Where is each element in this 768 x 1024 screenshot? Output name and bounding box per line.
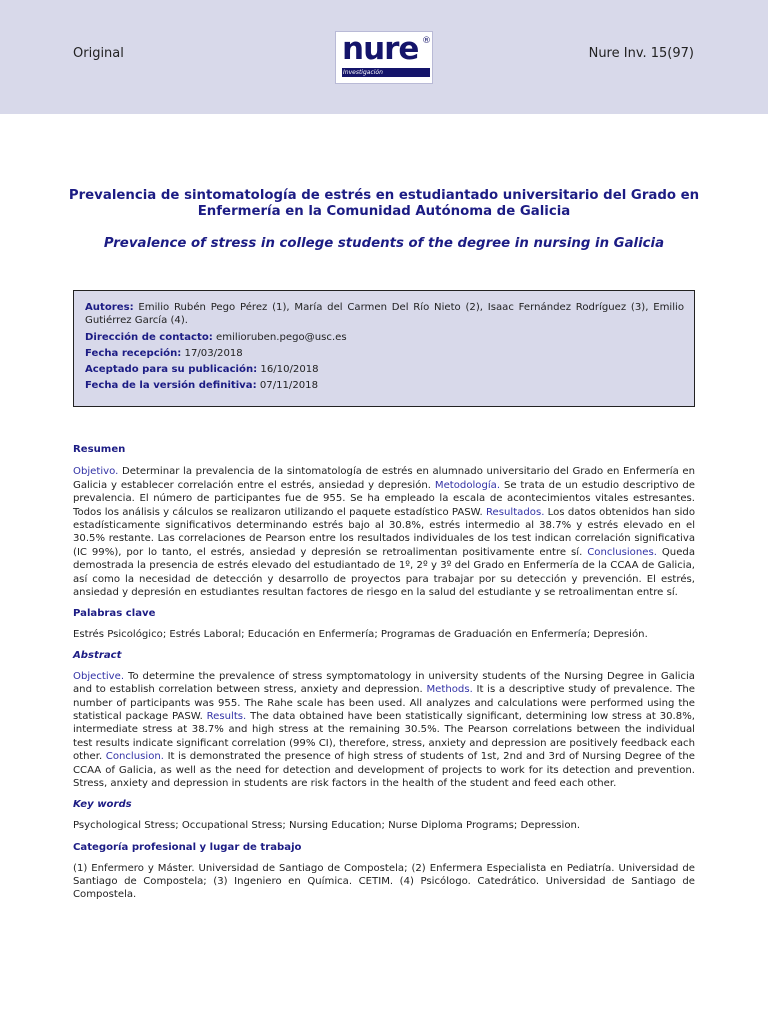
contact-email[interactable]: emilioruben.pego@usc.es	[216, 332, 347, 343]
nure-logo	[335, 31, 433, 84]
accepted-line	[85, 362, 684, 378]
palabras-clave-text: Estrés Psicológico; Estrés Laboral; Educación en Enfermería; Programas de Graduación en Enfermería; Depresión.	[73, 628, 648, 640]
abstract-results-text: The data obtained have been statistically significant, determining low stress at 30.8%, intermediate stress at 38.7% and high stress at the remaining 30.5%. The Pearson correlations between the individual test results indicate significant correlation (99% CI), therefore, stress, anxiety and depression are positively feedback each other.	[73, 710, 695, 763]
abstract-conclusion-text: It is demonstrated the presence of high stress of students of 1st, 2nd and 3rd of Nursing Degree of the CCAA of Galicia, as well as the need for detection and development of projects to work for its detection and prevention. Stress, anxiety and depression in students are risk factors in the health of the student and feed each other.	[73, 751, 695, 789]
final-version-date: 07/11/2018	[259, 380, 319, 391]
resumen-metodologia-text: Se trata de un estudio descriptivo de prevalencia. El número de participantes fue de 955. Se ha empleado la escala de acontecimientos vitales estresantes. Todos los análisis y cálculos se realizaron utilizando el paquete estadístico PASW.	[73, 479, 695, 518]
accepted-date: 16/10/2018	[260, 364, 319, 375]
authors-value: Emilio Rubén Pego Pérez (1), María del Carmen Del Río Nieto (2), Isaac Fernández Rodríguez (3), Emilio Gutiérrez García (4).	[85, 302, 684, 326]
contact-label: Dirección de contacto:	[85, 332, 213, 343]
article-info-box	[73, 290, 695, 407]
key-words-text: Psychological Stress; Occupational Stress; Nursing Education; Nurse Diploma Programs; Depression.	[73, 819, 581, 831]
key-words-heading: Key words	[73, 799, 132, 811]
categoria-heading: Categoría profesional y lugar de trabajo	[73, 842, 302, 854]
article-body	[73, 443, 695, 902]
abstract-conclusion-label: Conclusion.	[105, 751, 164, 763]
resumen-metodologia-label: Metodología.	[434, 479, 501, 491]
journal-issue: Nure Inv. 15(97)	[588, 46, 694, 61]
palabras-clave-heading: Palabras clave	[73, 608, 156, 620]
title-spanish: Prevalencia de sintomatología de estrés en estudiantado universitario del Grado en Enfermería en la Comunidad Autónoma de Galicia	[68, 188, 700, 219]
contact-line	[85, 330, 684, 346]
abstract-paragraph	[73, 670, 695, 791]
registered-mark: ®	[422, 36, 431, 46]
resumen-conclusiones-label: Conclusiones.	[587, 546, 657, 558]
abstract-heading: Abstract	[73, 650, 122, 662]
abstract-methods-label: Methods.	[426, 684, 473, 696]
abstract-objective-label: Objective.	[73, 670, 125, 682]
abstract-objective-text: To determine the prevalence of stress symptomatology in university students of the Nursing Degree in Galicia and to establish correlation between stress, anxiety and depression.	[73, 670, 695, 696]
abstract-results-label: Results.	[206, 710, 247, 722]
received-label: Fecha recepción:	[85, 348, 182, 359]
authors-label: Autores:	[85, 302, 134, 313]
final-version-line	[85, 378, 684, 394]
received-date: 17/03/2018	[184, 348, 243, 359]
accepted-label: Aceptado para su publicación:	[85, 364, 258, 375]
resumen-resultados-label: Resultados.	[485, 506, 545, 518]
logo-wordmark: nure	[342, 31, 419, 67]
authors-line	[85, 301, 684, 327]
abstract-methods-text: It is a descriptive study of prevalence. The number of participants was 955. The Rahe scale has been used. All analyzes and calculations were performed using the statistical package PASW.	[73, 684, 695, 722]
logo-subtitle: Investigación	[343, 69, 383, 76]
resumen-conclusiones-text: Queda demostrada la presencia de estrés elevado del estudiantado de 1º, 2º y 3º del Grado en Enfermería de la CCAA de Galicia, así como la necesidad de detección y desarrollo de proyectos para trabajar por su detección y prevención. El estrés, ansiedad y depresión en estudiantes resultan factores de riesgo en la salud del estudiante y se retroalimentan entre sí.	[73, 546, 696, 599]
resumen-objetivo-text: Determinar la prevalencia de la sintomatología de estrés en alumnado universitario del Grado en Enfermería en Galicia y establecer correlación entre el estrés, ansiedad y depresión.	[73, 466, 695, 491]
article-type: Original	[73, 46, 124, 61]
resumen-paragraph	[73, 465, 695, 599]
final-version-label: Fecha de la versión definitiva:	[85, 380, 257, 391]
resumen-heading: Resumen	[73, 444, 126, 455]
resumen-objetivo-label: Objetivo.	[73, 466, 119, 478]
logo-subtitle-bar	[342, 68, 430, 77]
journal-header	[0, 0, 768, 114]
received-line	[85, 346, 684, 362]
title-english: Prevalence of stress in college students of the degree in nursing in Galicia	[103, 236, 665, 251]
categoria-text: (1) Enfermero y Máster. Universidad de Santiago de Compostela; (2) Enfermera Especialista en Pediatría. Universidad de Santiago de Compostela; (3) Ingeniero en Química. CETIM. (4) Psicólogo. Catedrático. Universidad de Santiago de Compostela.	[73, 862, 695, 901]
resumen-resultados-text: Los datos obtenidos han sido estadísticamente significativos determinando estrés bajo al 30.8%, estrés intermedio al 38.7% y estrés elevado en el 30.5% restante. Las correlaciones de Pearson entre los resultados individuales de los test indican correlación significativa (IC 99%), por lo tanto, el estrés, ansiedad y depresión se retroalimentan positivamente entre sí.	[73, 506, 696, 558]
